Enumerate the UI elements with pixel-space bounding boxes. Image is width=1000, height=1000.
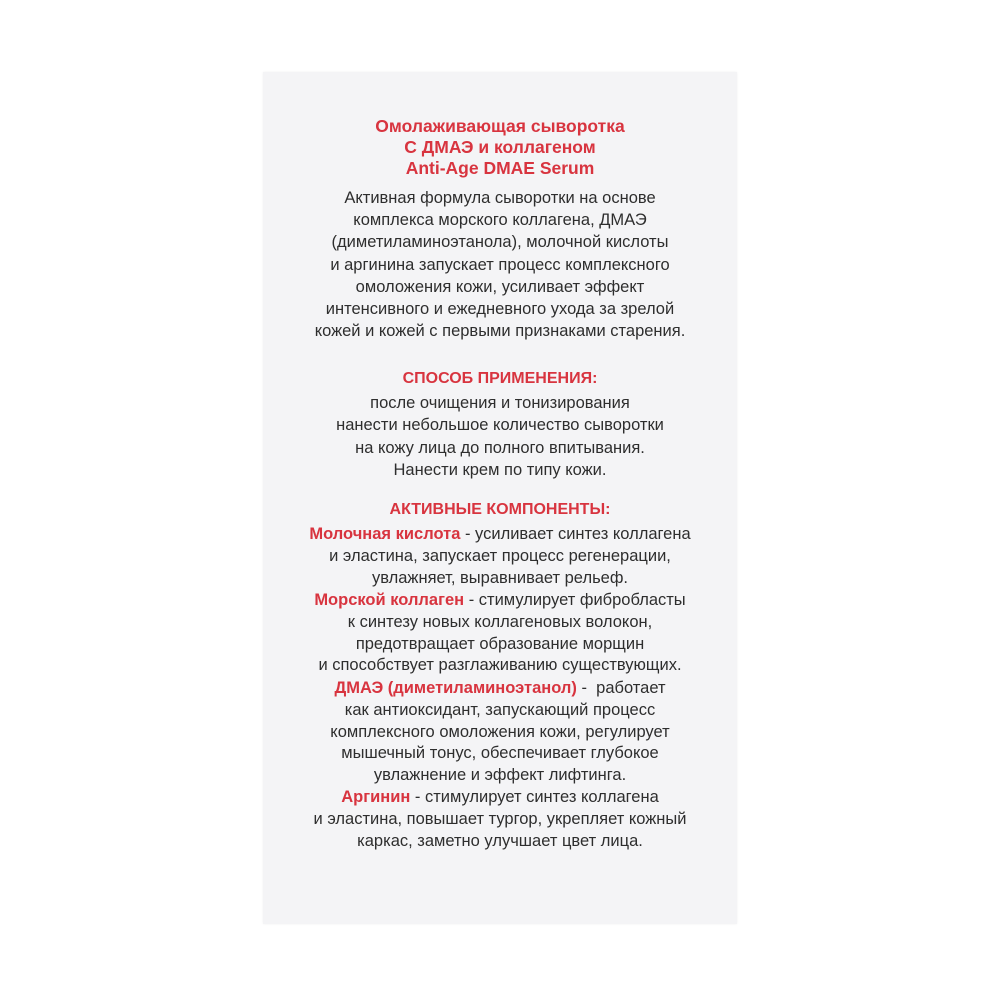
component-first-line: [263, 787, 737, 809]
component-line: к синтезу новых коллагеновых волокон,: [347, 612, 653, 631]
component-desc: - стимулирует фибробласты: [464, 591, 686, 609]
component-desc: - стимулирует синтез коллагена: [410, 788, 659, 806]
component-name: Молочная кислота: [309, 525, 461, 543]
component-name: Аргинин: [341, 788, 411, 806]
description-line: (диметиламиноэтанола), молочной кислоты: [331, 233, 669, 252]
component-line: и эластина, повышает тургор, укрепляет кожный: [313, 809, 687, 828]
component-lactic-acid: [263, 524, 737, 589]
product-info-card: [263, 72, 737, 924]
usage-line: нанести небольшое количество сыворотки: [336, 416, 664, 435]
component-line: комплексного омоложения кожи, регулирует: [330, 722, 670, 741]
usage-line: после очищения и тонизирования: [370, 394, 630, 412]
component-line: увлажняет, выравнивает рельеф.: [371, 568, 629, 587]
description-line: комплекса морского коллагена, ДМАЭ: [353, 211, 647, 230]
component-name: ДМАЭ (диметиламиноэтанол): [334, 679, 577, 697]
component-line: как антиоксидант, запускающий процесс: [344, 700, 656, 719]
component-arginine: [263, 787, 737, 852]
component-first-line: [263, 678, 737, 700]
description-line: и аргинина запускает процесс комплексного: [330, 255, 670, 274]
product-title-line: С ДМАЭ и коллагеном: [404, 137, 596, 157]
component-line: увлажнение и эффект лифтинга.: [373, 766, 627, 785]
component-line: каркас, заметно улучшает цвет лица.: [357, 831, 643, 850]
description-line: омоложения кожи, усиливает эффект: [355, 277, 645, 296]
active-components-heading: АКТИВНЫЕ КОМПОНЕНТЫ:: [389, 501, 611, 518]
component-line: мышечный тонус, обеспечивает глубокое: [341, 744, 659, 763]
component-line: и способствует разглаживанию существующих.: [318, 656, 682, 675]
usage-line: Нанести крем по типу кожи.: [393, 460, 607, 479]
component-first-line: [263, 590, 737, 612]
usage-instructions: [263, 392, 737, 481]
component-name: Морской коллаген: [314, 591, 465, 609]
usage-heading: СПОСОБ ПРИМЕНЕНИЯ:: [402, 370, 598, 387]
component-line: предотвращает образование морщин: [355, 634, 645, 653]
component-dmae: [263, 678, 737, 787]
product-title: [263, 116, 737, 179]
product-description: [263, 187, 737, 342]
product-title-line: Омолаживающая сыворотка: [375, 116, 625, 136]
component-first-line: [263, 524, 737, 546]
description-line: кожей и кожей с первыми признаками старения.: [314, 322, 686, 341]
product-title-line: Anti-Age DMAE Serum: [405, 158, 595, 178]
component-marine-collagen: [263, 590, 737, 677]
usage-line: на кожу лица до полного впитывания.: [355, 438, 645, 457]
component-line: и эластина, запускает процесс регенерации,: [329, 546, 671, 565]
description-line: Активная формула сыворотки на основе: [344, 189, 656, 207]
component-desc: - работает: [576, 679, 666, 697]
component-desc: - усиливает синтез коллагена: [460, 525, 691, 543]
description-line: интенсивного и ежедневного ухода за зрелой: [325, 300, 675, 319]
